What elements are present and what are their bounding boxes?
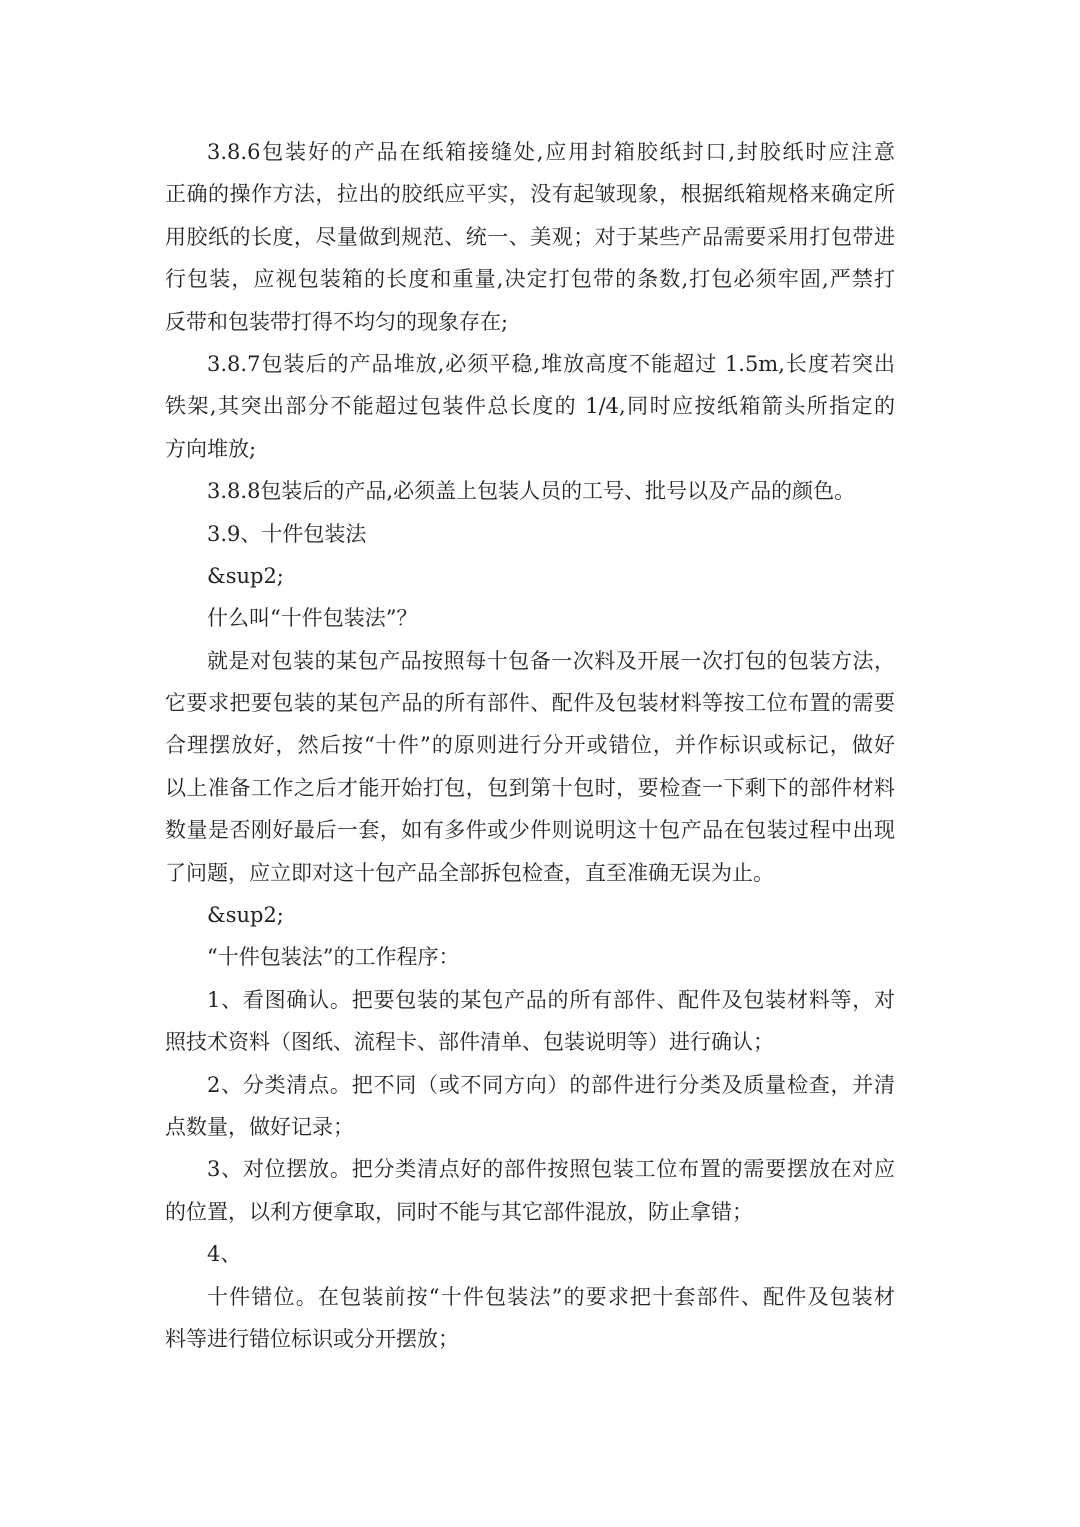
text-line: 正确的操作方法，拉出的胶纸应平实，没有起皱现象，根据纸箱规格来确定所 bbox=[165, 182, 895, 207]
paragraph bbox=[165, 1148, 895, 1233]
text-line: 3.8.8包装后的产品,必须盖上包装人员的工号、批号以及产品的颜色。 bbox=[207, 479, 856, 504]
text-line: 什么叫“十件包装法”？ bbox=[207, 606, 418, 631]
paragraph bbox=[165, 131, 895, 343]
text-line: 它要求把要包装的某包产品的所有部件、配件及包装材料等按工位布置的需要 bbox=[165, 691, 895, 716]
text-line: 以上准备工作之后才能开始打包，包到第十包时，要检查一下剩下的部件材料 bbox=[165, 775, 895, 800]
paragraph bbox=[165, 1276, 895, 1361]
paragraph bbox=[165, 894, 895, 936]
paragraph bbox=[165, 1064, 895, 1149]
paragraph bbox=[165, 597, 895, 639]
text-line: 十件错位。在包装前按“十件包装法”的要求把十套部件、配件及包装材 bbox=[207, 1284, 895, 1309]
text-line: 的位置，以利方便拿取，同时不能与其它部件混放，防止拿错； bbox=[165, 1199, 753, 1224]
text-line: 就是对包装的某包产品按照每十包备一次料及开展一次打包的包装方法， bbox=[207, 648, 895, 673]
paragraph bbox=[165, 343, 895, 470]
text-line: 合理摆放好，然后按“十件”的原则进行分开或错位，并作标识或标记，做好 bbox=[165, 733, 895, 758]
text-line: 铁架,其突出部分不能超过包装件总长度的 1/4,同时应按纸箱箭头所指定的 bbox=[165, 394, 895, 419]
text-line: 反带和包装带打得不均匀的现象存在; bbox=[165, 309, 509, 334]
paragraph bbox=[165, 513, 895, 555]
text-line: 点数量，做好记录； bbox=[165, 1114, 354, 1139]
text-line: 了问题，应立即对这十包产品全部拆包检查，直至准确无误为止。 bbox=[165, 860, 774, 885]
text-line: 数量是否刚好最后一套，如有多件或少件则说明这十包产品在包装过程中出现 bbox=[165, 818, 895, 843]
text-line: 4、 bbox=[207, 1242, 242, 1267]
paragraph bbox=[165, 640, 895, 894]
paragraph bbox=[165, 1233, 895, 1275]
text-line: 行包装，应视包装箱的长度和重量,决定打包带的条数,打包必须牢固,严禁打 bbox=[165, 267, 895, 292]
text-line: 方向堆放; bbox=[165, 436, 257, 461]
text-line: 3.8.6包装好的产品在纸箱接缝处,应用封箱胶纸封口,封胶纸时应注意 bbox=[207, 140, 895, 164]
text-line: 料等进行错位标识或分开摆放； bbox=[165, 1326, 459, 1351]
text-line: &sup2; bbox=[207, 903, 284, 928]
text-line: 照技术资料（图纸、流程卡、部件清单、包装说明等）进行确认； bbox=[165, 1030, 774, 1055]
text-line: “十件包装法”的工作程序： bbox=[207, 945, 460, 970]
text-line: 2、分类清点。把不同（或不同方向）的部件进行分类及质量检查，并清 bbox=[207, 1072, 895, 1097]
text-line: &sup2; bbox=[207, 563, 284, 588]
text-line: 3、对位摆放。把分类清点好的部件按照包装工位布置的需要摆放在对应 bbox=[207, 1157, 895, 1182]
text-line: 用胶纸的长度，尽量做到规范、统一、美观；对于某些产品需要采用打包带进 bbox=[165, 224, 895, 249]
text-line: 3.8.7包装后的产品堆放,必须平稳,堆放高度不能超过 1.5m,长度若突出 bbox=[207, 351, 895, 376]
paragraph bbox=[165, 470, 895, 512]
paragraph bbox=[165, 979, 895, 1064]
document-body bbox=[165, 131, 895, 1360]
paragraph bbox=[165, 936, 895, 978]
paragraph bbox=[165, 555, 895, 597]
text-line: 1、看图确认。把要包装的某包产品的所有部件、配件及包装材料等，对 bbox=[207, 987, 895, 1012]
text-line: 3.9、十件包装法 bbox=[207, 521, 367, 546]
